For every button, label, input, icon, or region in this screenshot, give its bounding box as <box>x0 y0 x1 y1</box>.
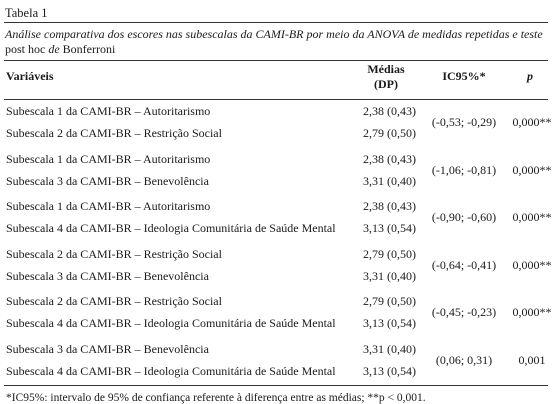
ci-value: (-0,64; -0,41) <box>431 257 497 272</box>
header-p: p <box>527 69 533 83</box>
mean-value: 2,38 (0,43) <box>363 104 416 118</box>
subscale-label: Subescala 2 da CAMI-BR – Restrição Social <box>6 294 222 308</box>
p-value: 0,000** <box>512 162 552 177</box>
header-medias-label: Médias <box>367 62 405 76</box>
subscale-label: Subescala 4 da CAMI-BR – Ideologia Comunitária de Saúde Mental <box>6 221 336 235</box>
subscale-label: Subescala 3 da CAMI-BR – Benevolência <box>6 341 209 356</box>
table-container <box>4 4 552 404</box>
comparison-group <box>4 290 552 338</box>
p-value: 0,000** <box>512 115 552 129</box>
mean-value: 2,38 (0,43) <box>363 151 416 166</box>
mean-value: 3,31 (0,40) <box>363 341 416 356</box>
subscale-label: Subescala 1 da CAMI-BR – Autoritarismo <box>6 151 211 166</box>
mean-value: 3,13 (0,54) <box>363 316 416 330</box>
ci-value: (-0,53; -0,29) <box>431 115 497 129</box>
subscale-label: Subescala 2 da CAMI-BR – Restrição Social <box>6 126 222 140</box>
subscale-label: Subescala 1 da CAMI-BR – Autoritarismo <box>6 104 211 118</box>
subscale-label: Subescala 3 da CAMI-BR – Benevolência <box>6 173 209 188</box>
subscale-label: Subescala 4 da CAMI-BR – Ideologia Comunitária de Saúde Mental <box>6 363 336 378</box>
mean-value: 2,79 (0,50) <box>363 246 416 261</box>
caption-part-2: post hoc <box>5 42 49 56</box>
p-value: 0,000** <box>512 210 552 224</box>
comparison-group <box>4 338 548 386</box>
ci-value: (0,06; 0,31) <box>435 352 493 367</box>
caption-part-3: de <box>48 42 60 56</box>
comparison-group <box>4 100 552 148</box>
comparison-group <box>4 243 552 291</box>
subscale-label: Subescala 4 da CAMI-BR – Ideologia Comunitária de Saúde Mental <box>6 316 336 330</box>
header-ic95: IC95%* <box>442 69 486 83</box>
mean-value: 3,13 (0,54) <box>363 221 416 235</box>
subscale-label: Subescala 3 da CAMI-BR – Benevolência <box>6 268 209 283</box>
table-body <box>4 100 552 385</box>
mean-value: 3,31 (0,40) <box>363 173 416 188</box>
mean-value: 3,31 (0,40) <box>363 268 416 283</box>
mean-value: 3,13 (0,54) <box>363 363 416 378</box>
header-medias <box>356 62 416 92</box>
caption-part-4: Bonferroni <box>59 42 116 56</box>
p-value: 0,001 <box>518 352 546 367</box>
caption-part-1: Análise comparativa dos escores nas subescalas da CAMI-BR por meio da ANOVA de medidas repetidas e teste <box>5 27 543 41</box>
ci-value: (-0,45; -0,23) <box>431 305 497 319</box>
table-header <box>4 61 548 99</box>
p-value: 0,000** <box>512 305 552 319</box>
header-variaveis: Variáveis <box>6 69 54 83</box>
mean-value: 2,79 (0,50) <box>363 126 416 140</box>
mean-value: 2,79 (0,50) <box>363 294 416 308</box>
subscale-label: Subescala 2 da CAMI-BR – Restrição Social <box>6 246 222 261</box>
header-dp-label: (DP) <box>374 77 398 91</box>
p-value: 0,000** <box>512 257 552 272</box>
comparison-group <box>4 148 552 196</box>
ci-value: (-0,90; -0,60) <box>431 210 497 224</box>
table-caption <box>4 23 548 60</box>
table-footnote: *IC95%: intervalo de 95% de confiança referente à diferença entre as médias; **p < 0,001. <box>6 392 426 404</box>
ci-value: (-1,06; -0,81) <box>431 162 497 177</box>
mean-value: 2,38 (0,43) <box>363 199 416 213</box>
subscale-label: Subescala 1 da CAMI-BR – Autoritarismo <box>6 199 211 213</box>
comparison-group <box>4 195 552 243</box>
table-label: Tabela 1 <box>5 6 48 20</box>
